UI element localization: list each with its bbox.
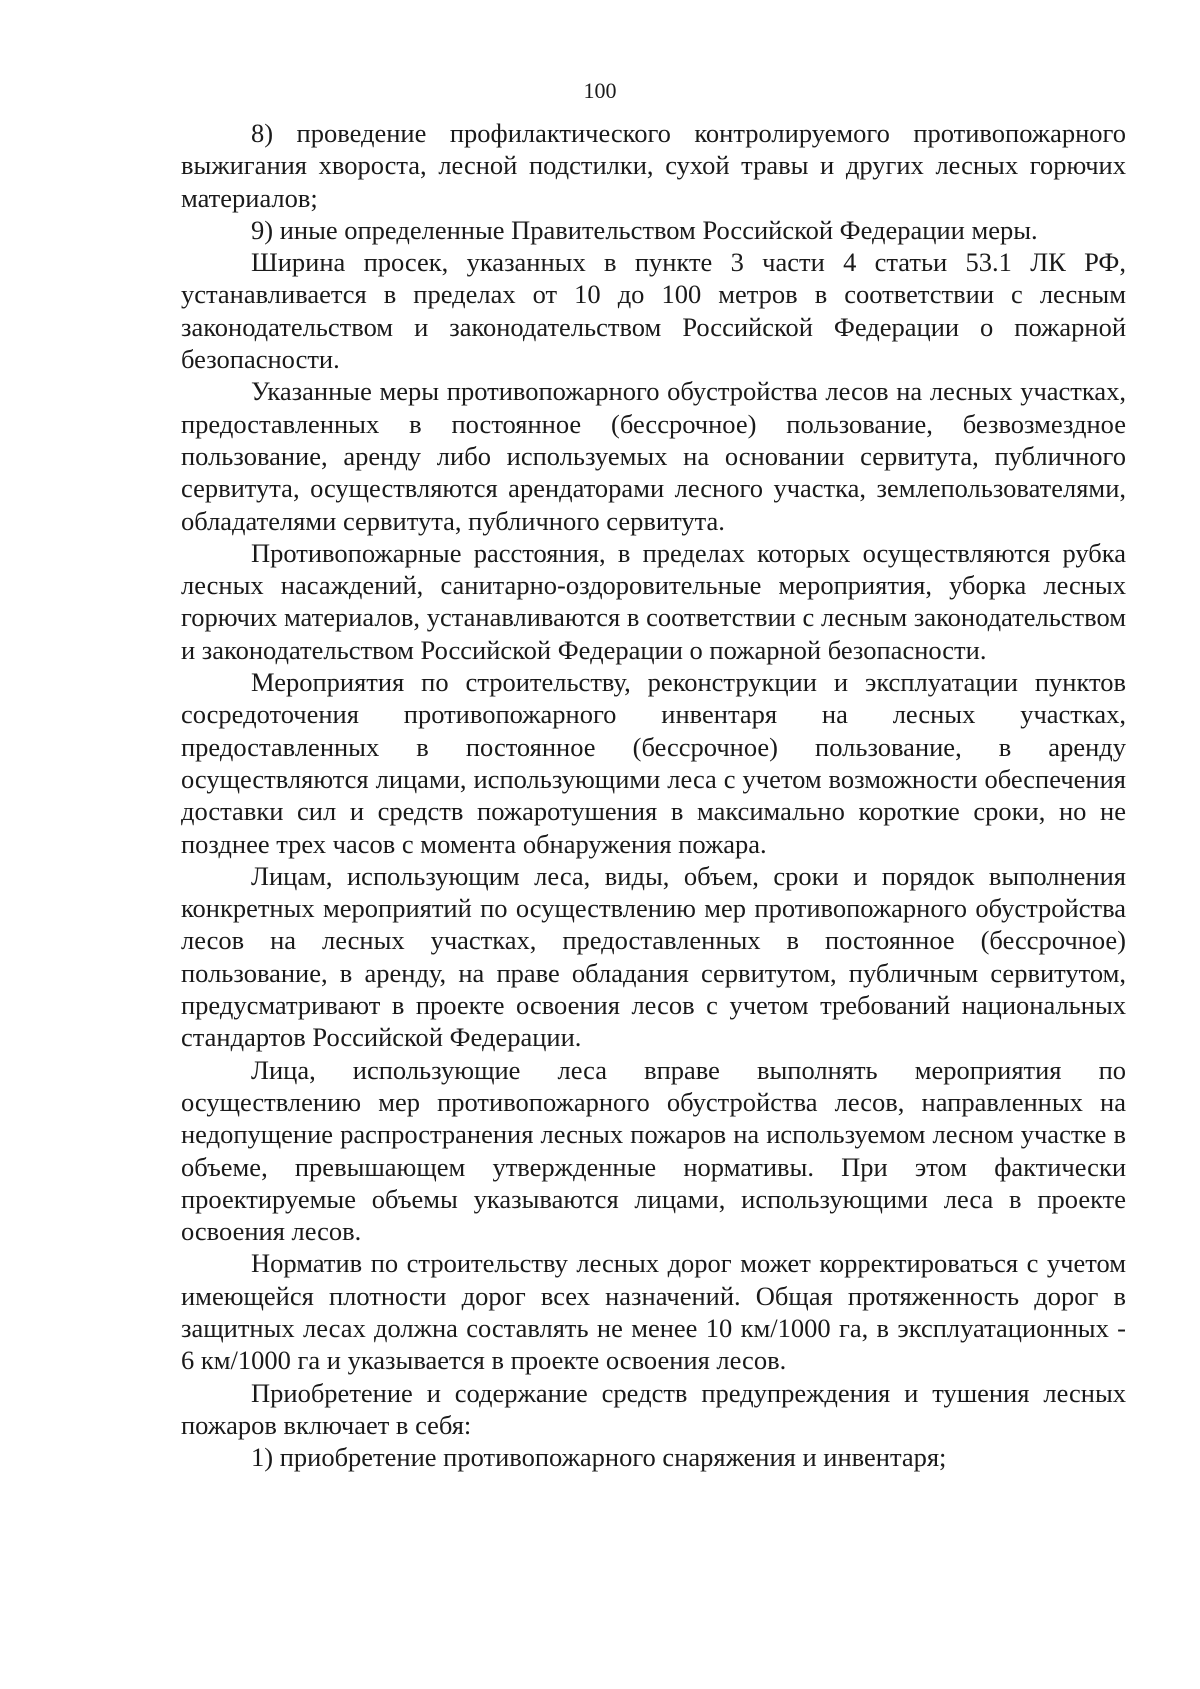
page-number: 100 xyxy=(583,78,617,103)
paragraph-forest-roads: Норматив по строительству лесных дорог может корректироваться с учетом имеющейся плотности дорог всех назначений. Общая протяженность дорог в защитных лесах должна составлять не менее 10 км/1000 га, в эксплуатационных - 6 км/1000 га и указывается в проекте освоения лесов. xyxy=(181,1248,1126,1376)
paragraph-fire-distances: Противопожарные расстояния, в пределах которых осуществляются рубка лесных насаждений, санитарно-оздоровительные мероприятия, уборка лесных горючих материалов, устанавливаются в соответствии с лесным законодательством и законодательством Российской Федерации о пожарной безопасности. xyxy=(181,537,1126,665)
paragraph-clearing-width: Ширина просек, указанных в пункте 3 части 4 статьи 53.1 ЛК РФ, устанавливается в пределах от 10 до 100 метров в соответствии с лесным законодательством и законодательством Российской Федерации о пожарной безопасности. xyxy=(181,247,1126,375)
document-body xyxy=(181,117,1126,1473)
paragraph-fire-prevention-measures: Указанные меры противопожарного обустройства лесов на лесных участках, предоставленных в постоянное (бессрочное) пользование, безвозмездное пользование, аренду либо используемых на основании сервитута, публичного сервитута, осуществляются арендаторами лесного участка, землепользователями, обладателями сервитута, публичного сервитута. xyxy=(181,376,1126,536)
paragraph-item-8-controlled-burning: 8) проведение профилактического контролируемого противопожарного выжигания хвороста, лесной подстилки, сухой травы и других лесных горючих материалов; xyxy=(181,118,1126,213)
paragraph-voluntary-measures: Лица, использующие леса вправе выполнять мероприятия по осуществлению мер противопожарного обустройства лесов, направленных на недопущение распространения лесных пожаров на используемом лесном участке в объеме, превышающем утвержденные нормативы. При этом фактически проектируемые объемы указываются лицами, использующими леса в проекте освоения лесов. xyxy=(181,1054,1126,1247)
paragraph-equipment-points: Мероприятия по строительству, реконструкции и эксплуатации пунктов сосредоточения противопожарного инвентаря на лесных участках, предоставленных в постоянное (бессрочное) пользование, в аренду осуществляются лицами, использующими леса с учетом возможности обеспечения доставки сил и средств пожаротушения в максимально короткие сроки, но не позднее трех часов с момента обнаружения пожара. xyxy=(181,667,1126,859)
paragraph-item-1-equipment: 1) приобретение противопожарного снаряжения и инвентаря; xyxy=(251,1442,947,1473)
paragraph-item-9-other-measures: 9) иные определенные Правительством Российской Федерации меры. xyxy=(251,214,1038,245)
paragraph-forest-users-planning: Лицам, использующим леса, виды, объем, сроки и порядок выполнения конкретных мероприятий по осуществлению мер противопожарного обустройства лесов на лесных участках, предоставленных в постоянное (бессрочное) пользование, в аренду, на праве обладания сервитутом, публичным сервитутом, предусматривают в проекте освоения лесов с учетом требований национальных стандартов Российской Федерации. xyxy=(181,860,1126,1053)
paragraph-fire-equipment-acquisition: Приобретение и содержание средств предупреждения и тушения лесных пожаров включает в себя: xyxy=(181,1377,1126,1440)
